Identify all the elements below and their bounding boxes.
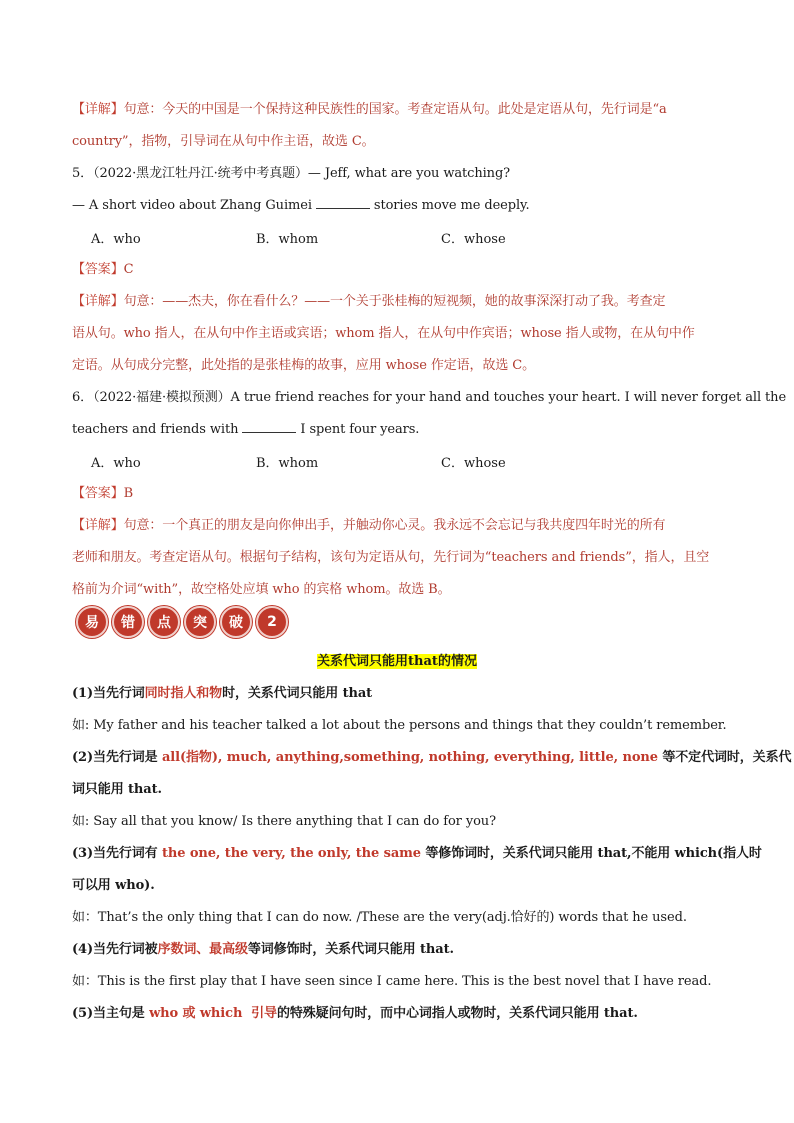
q4-explain-line2: country”，指物，引导词在从句中作主语，故选 C。 xyxy=(72,134,375,149)
section-banner xyxy=(76,606,288,638)
rule-2-line2: 词只能用 that. xyxy=(72,782,162,797)
banner-char: 2 xyxy=(256,606,288,638)
q6-explain-line2: 老师和朋友。考查定语从句。根据句子结构，该句为定语从句，先行词为“teachers and friends”，指人，且空 xyxy=(72,550,710,565)
rule-2: (2)当先行词是 all(指物), much, anything,something, nothing, everything, little, none 等不定代词时，关系代 xyxy=(72,750,792,765)
answer-blank xyxy=(242,420,296,433)
q5-stem: 5．（2022·黑龙江牡丹江·统考中考真题）— Jeff, what are you watching? xyxy=(72,166,511,181)
banner-char: 错 xyxy=(112,606,144,638)
rule-3-example: 如：That’s the only thing that I can do now. /These are the very(adj.恰好的) words that he used. xyxy=(72,910,687,925)
rule-4-example: 如：This is the first play that I have seen since I came here. This is the best novel that I have read. xyxy=(72,974,712,989)
rule-1: (1)当先行词同时指人和物时，关系代词只能用 that xyxy=(72,686,373,701)
q5-stem-line2: — A short video about Zhang Guimei stories move me deeply. xyxy=(72,198,530,213)
q6-stem-line2: teachers and friends with I spent four years. xyxy=(72,422,420,437)
q6-option-b: B．whom xyxy=(256,456,319,471)
banner-char: 点 xyxy=(148,606,180,638)
q5-explain-line3: 定语。从句成分完整，此处指的是张桂梅的故事，应用 whose 作定语，故选 C。 xyxy=(72,358,536,373)
q5-option-b: B．whom xyxy=(256,232,319,247)
q6-explain-line3: 格前为介词“with”，故空格处应填 who 的宾格 whom。故选 B。 xyxy=(72,582,451,597)
answer-blank xyxy=(316,196,370,209)
banner-char: 破 xyxy=(220,606,252,638)
q5-option-c: C．whose xyxy=(441,232,506,247)
q6-explain-line1: 【详解】句意：一个真正的朋友是向你伸出手，并触动你心灵。我永远不会忘记与我共度四年时光的所有 xyxy=(72,518,666,533)
q5-option-a: A．who xyxy=(91,232,141,247)
q6-stem: 6．（2022·福建·模拟预测）A true friend reaches for your hand and touches your heart. I will never forget all the xyxy=(72,390,787,405)
q6-option-a: A．who xyxy=(91,456,141,471)
q6-option-c: C．whose xyxy=(441,456,506,471)
rule-5: (5)当主句是 who 或 which 引导的特殊疑问句时，而中心词指人或物时，关系代词只能用 that. xyxy=(72,1006,638,1021)
explain-tag: 【详解】 xyxy=(72,102,124,117)
rule-4: (4)当先行词被序数词、最高级等词修饰时，关系代词只能用 that. xyxy=(72,942,454,957)
q5-explain-line2: 语从句。who 指人，在从句中作主语或宾语；whom 指人，在从句中作宾语；whose 指人或物，在从句中作 xyxy=(72,326,695,341)
rule-3: (3)当先行词有 the one, the very, the only, the same 等修饰词时，关系代词只能用 that,不能用 which(指人时 xyxy=(72,846,762,861)
q5-answer: 【答案】C xyxy=(72,262,134,277)
rule-2-example: 如: Say all that you know/ Is there anything that I can do for you? xyxy=(72,814,496,829)
q6-answer: 【答案】B xyxy=(72,486,134,501)
section-title: 关系代词只能用that的情况 xyxy=(317,654,477,669)
q5-explain-line1: 【详解】句意：——杰夫，你在看什么？——一个关于张桂梅的短视频，她的故事深深打动了我。考查定 xyxy=(72,294,666,309)
rule-1-example: 如: My father and his teacher talked a lot about the persons and things that they couldn’t remember. xyxy=(72,718,727,733)
banner-char: 突 xyxy=(184,606,216,638)
q4-explain-line1: 【详解】句意：今天的中国是一个保持这种民族性的国家。考查定语从句。此处是定语从句，先行词是“a xyxy=(72,102,667,117)
banner-char: 易 xyxy=(76,606,108,638)
rule-3-line2: 可以用 who). xyxy=(72,878,155,893)
